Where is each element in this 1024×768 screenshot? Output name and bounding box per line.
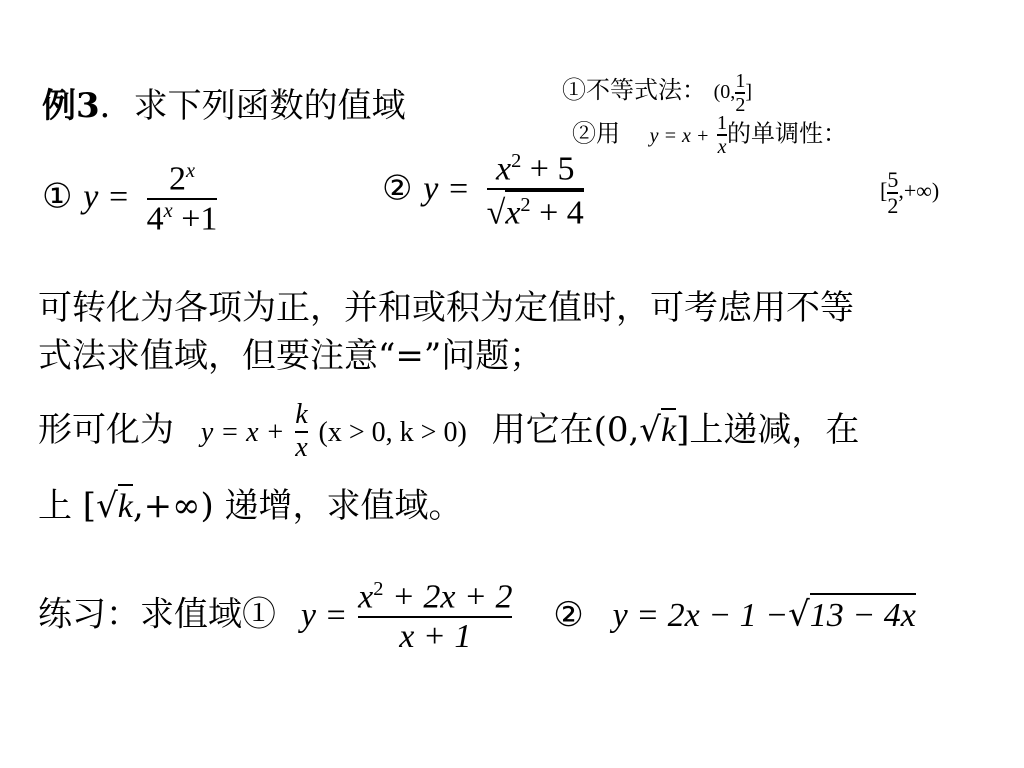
exercise1-denominator: x + 1 xyxy=(358,616,512,655)
paragraph2-num: k xyxy=(295,399,308,430)
hint1-interval xyxy=(713,70,752,117)
hint2-open: [ xyxy=(880,178,888,204)
hint2-interval-num: 5 xyxy=(887,167,899,192)
exercise1-num-tail: + 2x + 2 xyxy=(391,578,513,616)
hint-monotonic xyxy=(572,112,847,158)
hint1-label: ①不等式法： xyxy=(562,76,706,104)
title-text: ．求下列函数的值域 xyxy=(99,86,406,126)
exercise1-fraction xyxy=(358,578,512,655)
problem2-den-base: x xyxy=(505,194,521,232)
sqrt-icon: √ xyxy=(788,594,810,635)
exercise1-numerator xyxy=(358,578,512,616)
paragraph2-den: x xyxy=(295,431,308,463)
problem2-fraction xyxy=(487,150,584,231)
problem2-lhs: y = xyxy=(423,170,470,208)
problem1-den-base: 4 xyxy=(146,200,164,238)
problem2-num-tail: + 5 xyxy=(529,150,575,188)
hint1-open: (0, xyxy=(713,81,736,103)
paragraph2-expr: y = x + xyxy=(200,416,285,448)
paragraph2-fraction xyxy=(295,400,307,464)
paragraph2-line2 xyxy=(38,478,463,527)
problem1-num-exp: x xyxy=(186,160,196,182)
problem1-fraction xyxy=(147,160,218,237)
exercise2-expr: y = 2x − 1 − xyxy=(612,596,789,634)
hint1-fraction xyxy=(735,70,745,116)
problem1-numerator xyxy=(147,160,218,198)
problem-2 xyxy=(382,150,584,231)
exercise-label: 练习：求值域① xyxy=(38,594,276,635)
paragraph2-mid: 用它在(0, xyxy=(491,409,640,450)
paragraph1-line2: 式法求值域，但要注意“=”问题； xyxy=(38,336,544,376)
sqrt-icon: √ xyxy=(639,409,661,450)
paragraph2-mid-end: ]上递减，在 xyxy=(676,409,860,450)
paragraph2-start: 形可化为 xyxy=(38,409,174,450)
sqrt-icon: √ xyxy=(486,194,506,232)
hint2-interval xyxy=(880,168,939,218)
hint1-num: 1 xyxy=(735,70,746,93)
problem2-den-exp: 2 xyxy=(520,193,531,216)
hint2-num: 1 xyxy=(717,112,728,134)
exercise1-lhs: y = xyxy=(300,596,348,634)
exercise2-marker: ② xyxy=(553,594,584,635)
exercise2-sqrt: 13 − 4x xyxy=(810,593,916,635)
hint2-fraction xyxy=(717,112,727,158)
hint1-close: ] xyxy=(745,81,752,103)
hint2-expr: y = x + xyxy=(649,124,710,147)
sqrt-icon: √ xyxy=(96,486,118,526)
problem2-den-tail: + 4 xyxy=(539,194,584,232)
paragraph1-line1: 可转化为各项为正，并和或积为定值时，可考虑用不等 xyxy=(38,288,854,328)
problem2-numerator xyxy=(487,150,584,188)
problem1-den-exp: x xyxy=(163,199,173,222)
paragraph-monotonic xyxy=(38,400,859,464)
exercise1-num-x: x xyxy=(358,578,374,616)
hint2-interval-den: 2 xyxy=(887,193,899,219)
hint-inequality xyxy=(562,70,752,116)
exercise xyxy=(38,578,916,655)
hint2-den: x xyxy=(717,136,727,158)
problem2-denominator xyxy=(487,188,584,232)
problem2-sqrt-body xyxy=(505,190,583,232)
problem2-num-base: x xyxy=(495,150,512,188)
hint2-interval-close: ,+∞) xyxy=(898,178,940,204)
paragraph-inequality xyxy=(38,284,854,380)
problem2-marker: ② xyxy=(382,168,413,209)
paragraph2-condition: (x > 0, k > 0) xyxy=(318,416,467,448)
hint1-den: 2 xyxy=(735,94,746,117)
problem1-marker: ① xyxy=(42,176,73,217)
hint2-suffix: 的单调性： xyxy=(727,119,848,148)
exercise1-num-exp: 2 xyxy=(373,578,384,600)
problem1-lhs: y = xyxy=(83,178,130,216)
problem-title xyxy=(42,78,406,127)
problem1-num-base: 2 xyxy=(169,160,186,198)
hint2-interval-fraction xyxy=(887,168,898,218)
paragraph2-sqrt-k: k xyxy=(661,408,676,450)
title-label: 例3 xyxy=(42,86,100,126)
problem2-num-exp: 2 xyxy=(511,150,522,172)
paragraph2-line2-sqrt-k: k xyxy=(118,484,133,526)
problem-1 xyxy=(42,160,217,237)
paragraph2-line2-end: ,+∞) 递增，求值域。 xyxy=(132,486,463,526)
problem1-den-tail: +1 xyxy=(181,200,218,238)
hint2-label: ②用 xyxy=(572,119,620,148)
problem1-denominator xyxy=(147,198,218,238)
paragraph2-line2-start: 上 [ xyxy=(38,486,97,526)
